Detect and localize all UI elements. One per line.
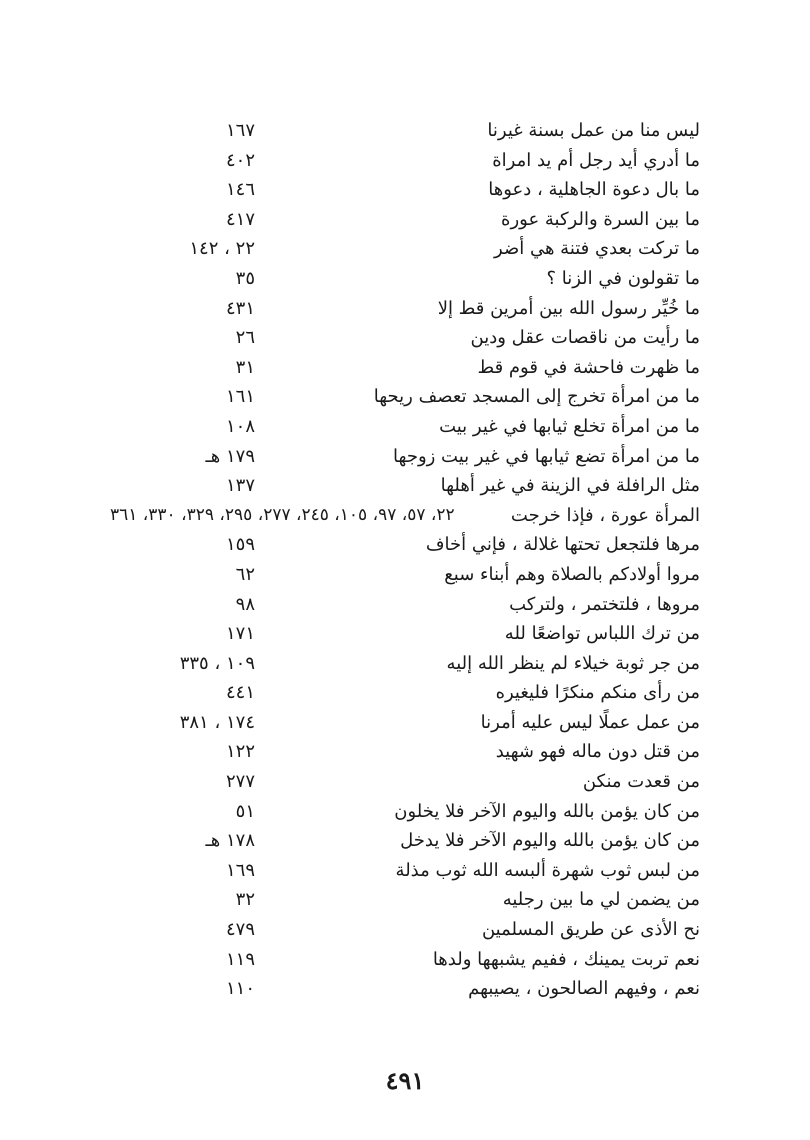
index-entry: [110, 974, 700, 1004]
entry-page-refs: ٩٨: [235, 593, 255, 615]
entry-page-refs: ٤١٧: [225, 208, 255, 230]
index-entry: [110, 116, 700, 146]
entry-text: نح الأذى عن طريق المسلمين: [481, 919, 700, 941]
entry-text: مرها فلتجعل تحتها غلالة ، فإني أخاف: [425, 534, 700, 556]
entry-page-refs: ١١٩: [225, 948, 255, 970]
entry-text: من كان يؤمن بالله واليوم الآخر فلا يخلون: [394, 800, 700, 822]
index-entry: [110, 501, 700, 531]
entry-text: ما من امرأة تخلع ثيابها في غير بيت: [439, 415, 700, 437]
entry-text: من لبس ثوب شهرة ألبسه الله ثوب مذلة: [395, 859, 700, 881]
index-entry: [110, 945, 700, 975]
entry-page-refs: ١٣٧: [225, 475, 255, 497]
entry-page-refs: ٥١: [235, 800, 255, 822]
index-entry: [110, 442, 700, 472]
index-entry: [110, 175, 700, 205]
entry-page-refs: ٣١: [235, 356, 255, 378]
entry-page-refs: ٢٧٧: [225, 771, 255, 793]
index-entry: [110, 915, 700, 945]
index-entry: [110, 264, 700, 294]
entry-text: من قتل دون ماله فهو شهيد: [495, 741, 700, 763]
index-entry: [110, 530, 700, 560]
index-entry: [110, 708, 700, 738]
entry-page-refs: ١٧٩ هـ: [205, 445, 255, 467]
entry-text: ما بال دعوة الجاهلية ، دعوها: [488, 179, 700, 201]
entry-page-refs: ٤٠٢: [225, 149, 255, 171]
index-entry: [110, 471, 700, 501]
entry-text: ما بين السرة والركبة عورة: [501, 208, 700, 230]
index-entry: [110, 205, 700, 235]
entry-text: ما أدري أيد رجل أم يد امراة: [492, 149, 700, 171]
index-entry: [110, 146, 700, 176]
index-entry: [110, 885, 700, 915]
entry-page-refs: ١٧٨ هـ: [205, 830, 255, 852]
entry-page-refs: ١٠٨: [225, 415, 255, 437]
entry-text: نعم تربت يمينك ، ففيم يشبهها ولدها: [432, 948, 700, 970]
entry-page-refs: ٣٢: [235, 889, 255, 911]
entry-text: من يضمن لي ما بين رجليه: [502, 889, 700, 911]
index-entry: [110, 412, 700, 442]
entry-page-refs: ٤٧٩: [225, 919, 255, 941]
entry-page-refs: ١٠٩ ، ٣٣٥: [179, 652, 255, 674]
index-entry: [110, 797, 700, 827]
entry-page-refs: ٣٥: [235, 267, 255, 289]
entry-text: ما خُيِّر رسول الله بين أمرين قط إلا: [437, 297, 700, 319]
index-entry: [110, 560, 700, 590]
page-number: ٤٩١: [385, 1066, 425, 1095]
entry-page-refs: ١٧٤ ، ٣٨١: [179, 711, 255, 733]
index-entry: [110, 382, 700, 412]
entry-text: مثل الرافلة في الزينة في غير أهلها: [440, 475, 700, 497]
entry-text: المرأة عورة ، فإذا خرجت: [510, 504, 700, 526]
index-entry: [110, 678, 700, 708]
index-entry: [110, 737, 700, 767]
index-entry: [110, 767, 700, 797]
entry-page-refs: ١٤٦: [225, 179, 255, 201]
entry-text: ليس منا من عمل بسنة غيرنا: [487, 120, 700, 141]
entry-text: من رأى منكم منكرًا فليغيره: [495, 682, 700, 704]
entry-text: نعم ، وفيهم الصالحون ، يصيبهم: [468, 978, 700, 1000]
index-entry: [110, 294, 700, 324]
entry-text: ما رأيت من ناقصات عقل ودين: [470, 327, 700, 349]
entry-page-refs: ٤٣١: [225, 297, 255, 319]
entry-page-refs: ١٦٩: [225, 859, 255, 881]
entry-text: من قعدت منكن: [582, 771, 700, 793]
entry-page-refs: ١٥٩: [225, 534, 255, 556]
index-entry: [110, 826, 700, 856]
entry-page-refs: ١٦١: [225, 386, 255, 408]
entry-page-refs: ١١٠: [225, 978, 255, 1000]
index-entry: [110, 234, 700, 264]
entry-text: ما من امرأة تضع ثيابها في غير بيت زوجها: [393, 445, 700, 467]
entry-page-refs: ٢٢، ٥٧، ٩٧، ١٠٥، ٢٤٥، ٢٧٧، ٢٩٥، ٣٢٩، ٣٣٠، ٣٦١: [110, 504, 455, 525]
entry-text: ما تقولون في الزنا ؟: [546, 267, 700, 289]
hadith-index-list: [110, 116, 700, 1004]
entry-page-refs: ٦٢: [235, 563, 255, 585]
entry-text: من كان يؤمن بالله واليوم الآخر فلا يدخل: [400, 830, 700, 852]
entry-text: من عمل عملًا ليس عليه أمرنا: [480, 711, 700, 733]
entry-text: مروها ، فلتختمر ، ولتركب: [509, 593, 700, 615]
entry-page-refs: ١٧١: [225, 623, 255, 645]
entry-text: ما ظهرت فاحشة في قوم قط: [477, 356, 700, 378]
entry-page-refs: ٢٢ ، ١٤٢: [189, 238, 255, 260]
entry-text: ما من امرأة تخرج إلى المسجد تعصف ريحها: [373, 386, 700, 408]
entry-text: مروا أولادكم بالصلاة وهم أبناء سبع: [444, 563, 700, 585]
index-entry: [110, 590, 700, 620]
entry-text: من ترك اللباس تواضعًا لله: [504, 623, 700, 645]
index-entry: [110, 323, 700, 353]
index-entry: [110, 649, 700, 679]
index-entry: [110, 353, 700, 383]
entry-text: ما تركت بعدي فتنة هي أضر: [494, 238, 700, 260]
entry-text: من جر ثوبة خيلاء لم ينظر الله إليه: [446, 652, 700, 674]
index-entry: [110, 619, 700, 649]
index-entry: [110, 856, 700, 886]
entry-page-refs: ١٢٢: [225, 741, 255, 763]
entry-page-refs: ٤٤١: [225, 682, 255, 704]
entry-page-refs: ١٦٧: [225, 120, 255, 141]
entry-page-refs: ٢٦: [235, 327, 255, 349]
